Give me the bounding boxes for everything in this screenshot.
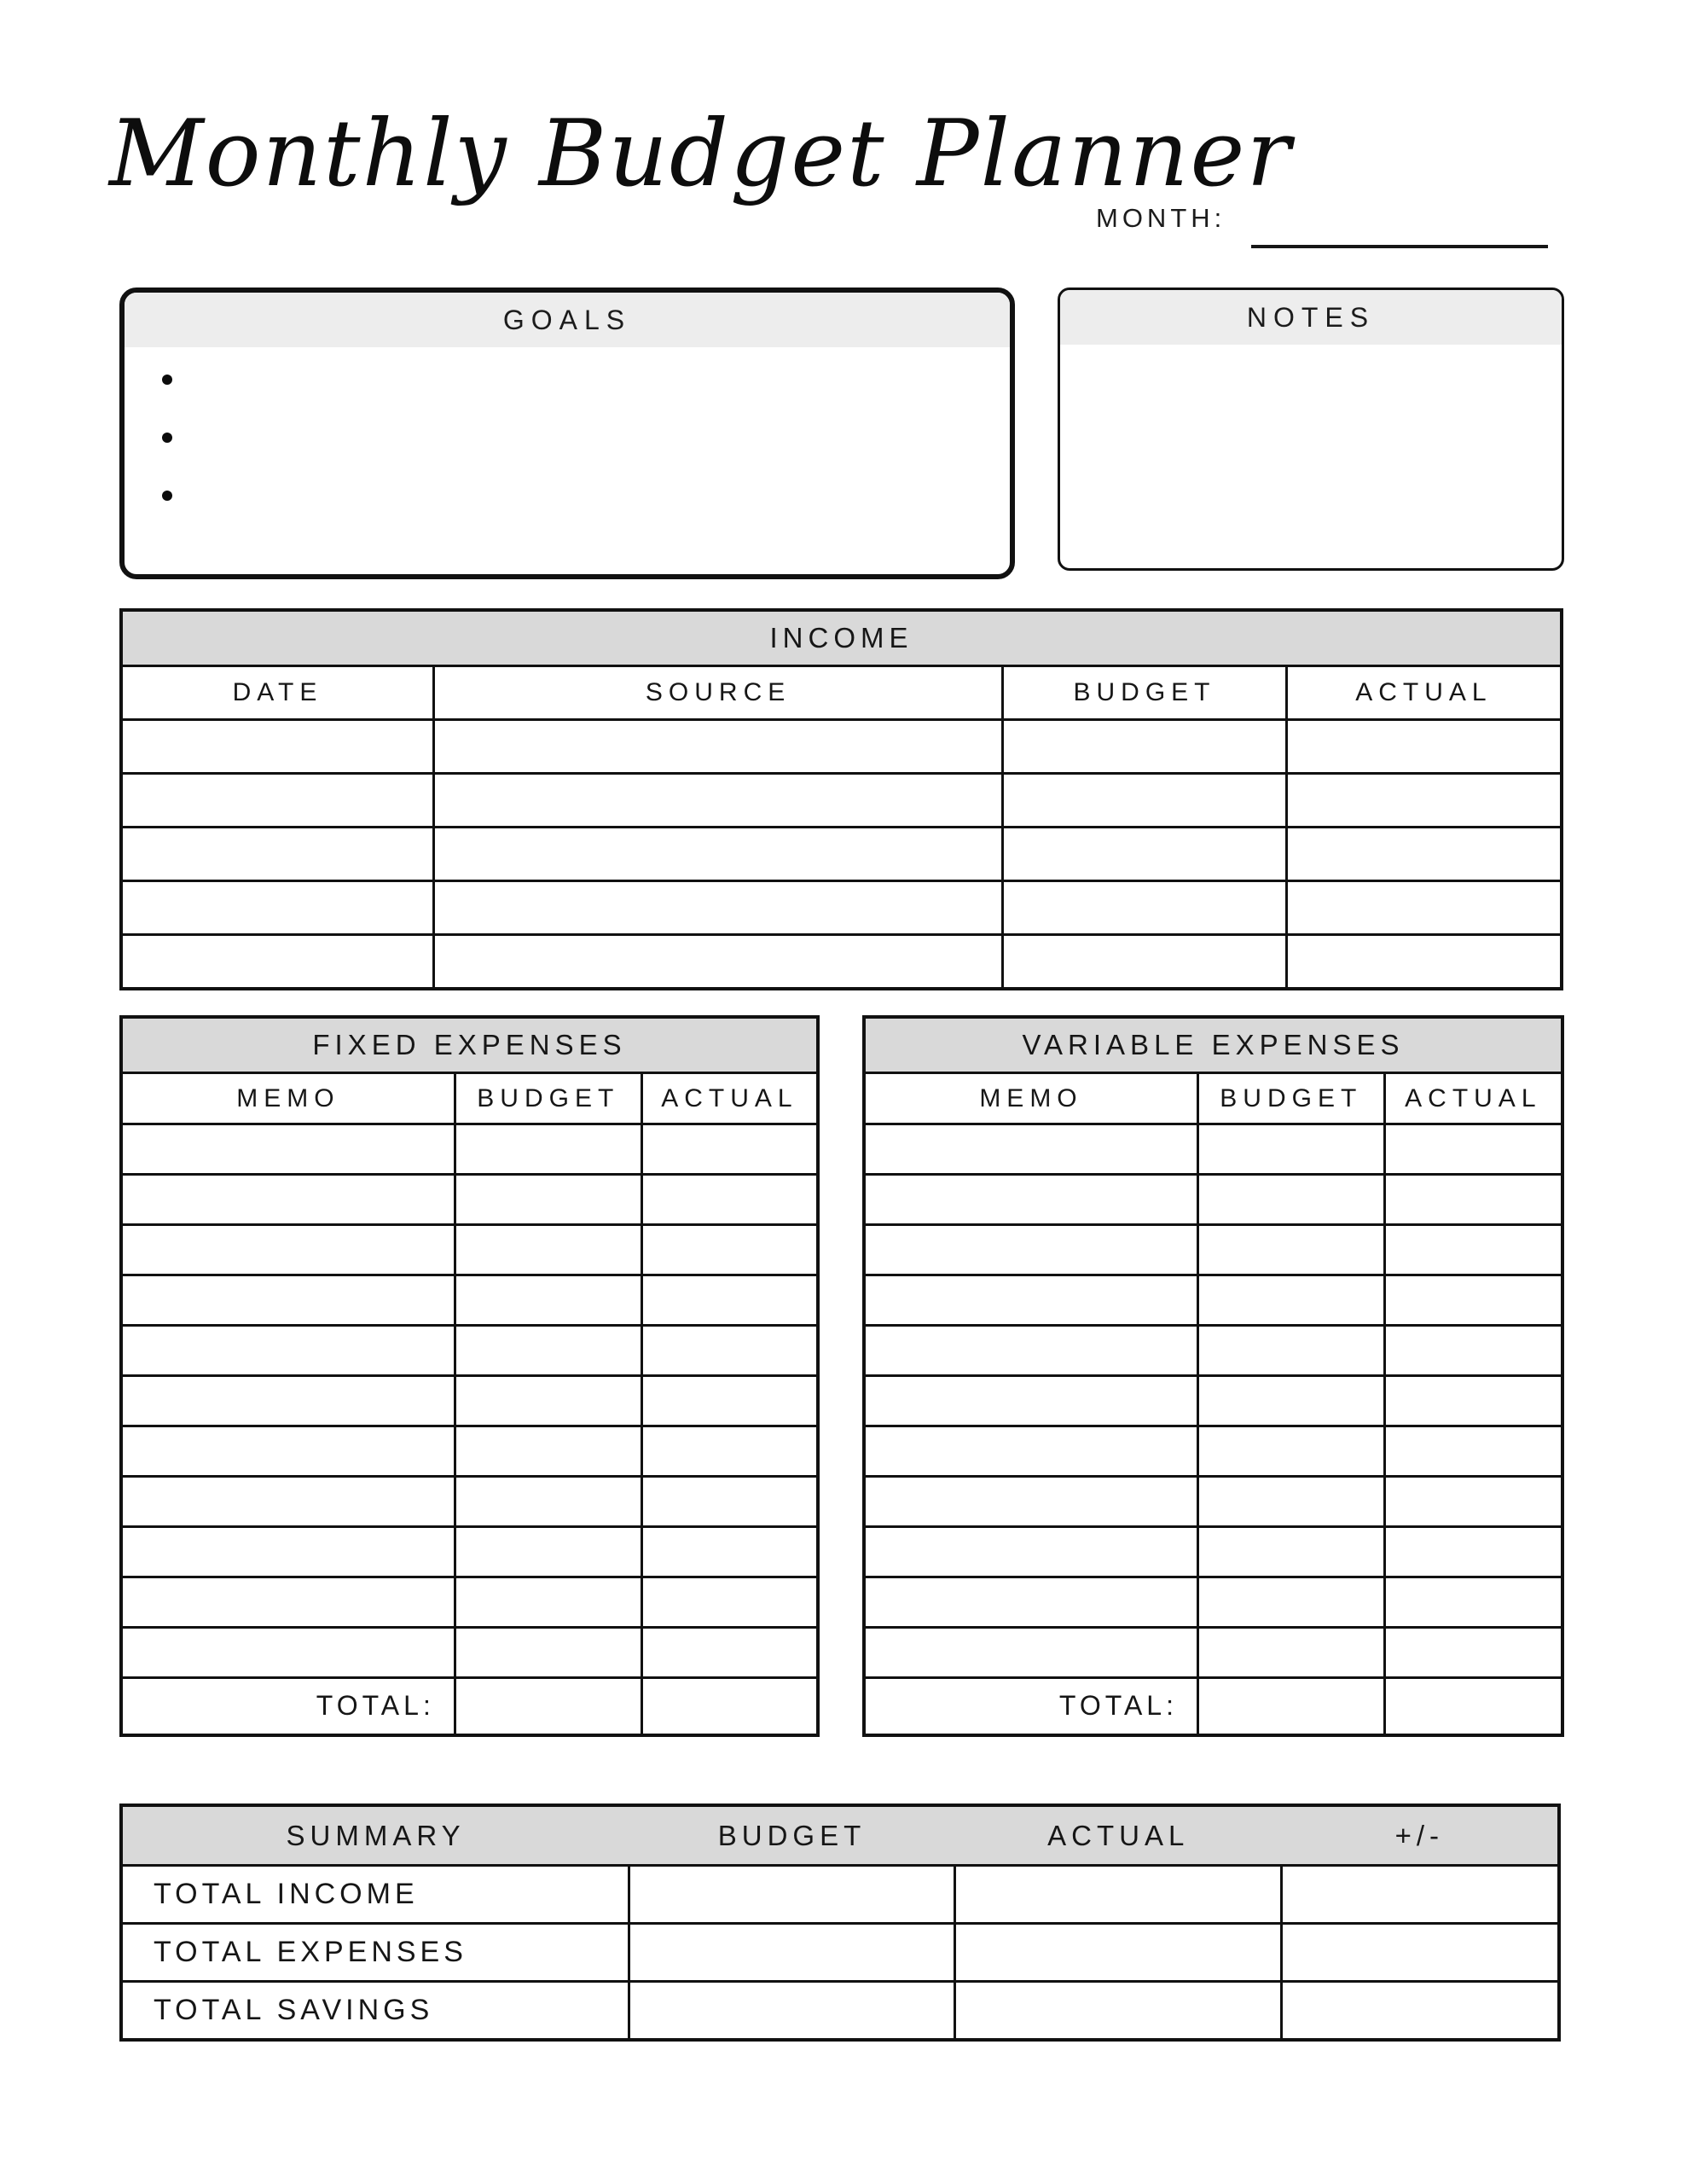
fixed-expenses-cell[interactable] xyxy=(455,1376,641,1426)
variable-expenses-cell[interactable] xyxy=(1197,1426,1384,1477)
variable-expenses-row xyxy=(864,1426,1562,1477)
variable-expenses-cell[interactable] xyxy=(1384,1326,1562,1376)
fixed-expenses-cell[interactable] xyxy=(121,1175,455,1225)
income-cell[interactable] xyxy=(1286,881,1562,935)
fixed-expenses-cell[interactable] xyxy=(641,1577,818,1628)
fixed-expenses-cell[interactable] xyxy=(641,1124,818,1175)
variable-expenses-row xyxy=(864,1577,1562,1628)
income-cell[interactable] xyxy=(1003,720,1287,774)
summary-cell[interactable] xyxy=(1282,1924,1559,1982)
fixed-expenses-row xyxy=(121,1527,818,1577)
fixed-expenses-row xyxy=(121,1477,818,1527)
variable-expenses-row xyxy=(864,1326,1562,1376)
income-row xyxy=(121,774,1562,828)
income-cell[interactable] xyxy=(121,720,434,774)
fixed-expenses-row xyxy=(121,1275,818,1326)
fixed-expenses-cell[interactable] xyxy=(121,1326,455,1376)
variable-expenses-cell[interactable] xyxy=(1197,1326,1384,1376)
fixed-expenses-cell[interactable] xyxy=(455,1124,641,1175)
goals-bullet-list xyxy=(162,375,172,549)
fixed-expenses-cell[interactable] xyxy=(455,1577,641,1628)
fixed-expenses-cell[interactable] xyxy=(641,1628,818,1678)
variable-expenses-row xyxy=(864,1124,1562,1175)
goal-bullet-icon xyxy=(162,491,172,501)
variable-expenses-cell[interactable] xyxy=(1384,1477,1562,1527)
goal-bullet-icon xyxy=(162,433,172,443)
variable-expenses-cell[interactable] xyxy=(1197,1628,1384,1678)
fixed-expenses-cell[interactable] xyxy=(455,1275,641,1326)
fixed-expenses-cell[interactable] xyxy=(455,1628,641,1678)
variable-col-budget: BUDGET xyxy=(1197,1073,1384,1124)
variable-expenses-cell[interactable] xyxy=(1384,1628,1562,1678)
summary-table xyxy=(119,1804,1561,2042)
summary-row-label: TOTAL EXPENSES xyxy=(121,1924,629,1982)
goals-header: GOALS xyxy=(125,293,1010,347)
summary-row xyxy=(121,1982,1559,2040)
summary-cell[interactable] xyxy=(629,1982,955,2040)
summary-cell[interactable] xyxy=(629,1866,955,1924)
income-cell[interactable] xyxy=(121,881,434,935)
fixed-expenses-cell[interactable] xyxy=(641,1225,818,1275)
income-row xyxy=(121,720,1562,774)
summary-row xyxy=(121,1866,1559,1924)
fixed-col-memo: MEMO xyxy=(121,1073,455,1124)
income-title: INCOME xyxy=(121,610,1562,666)
summary-col-summary: SUMMARY xyxy=(121,1805,629,1866)
month-input-line[interactable] xyxy=(1251,245,1548,248)
variable-expenses-row xyxy=(864,1275,1562,1326)
variable-expenses-cell[interactable] xyxy=(1384,1124,1562,1175)
fixed-expenses-cell[interactable] xyxy=(455,1225,641,1275)
variable-expenses-cell[interactable] xyxy=(864,1225,1197,1275)
fixed-expenses-title: FIXED EXPENSES xyxy=(121,1017,818,1073)
income-cell[interactable] xyxy=(434,935,1003,989)
income-cell[interactable] xyxy=(434,881,1003,935)
variable-col-memo: MEMO xyxy=(864,1073,1197,1124)
fixed-expenses-row xyxy=(121,1175,818,1225)
fixed-expenses-cell[interactable] xyxy=(641,1527,818,1577)
income-cell[interactable] xyxy=(1286,720,1562,774)
variable-expenses-cell[interactable] xyxy=(864,1527,1197,1577)
summary-cell[interactable] xyxy=(955,1924,1282,1982)
goals-panel[interactable] xyxy=(119,288,1015,579)
summary-row-label: TOTAL INCOME xyxy=(121,1866,629,1924)
fixed-expenses-cell[interactable] xyxy=(121,1275,455,1326)
variable-expenses-cell[interactable] xyxy=(1384,1275,1562,1326)
variable-expenses-cell[interactable] xyxy=(1384,1527,1562,1577)
fixed-col-budget: BUDGET xyxy=(455,1073,641,1124)
fixed-expenses-cell[interactable] xyxy=(641,1326,818,1376)
income-row xyxy=(121,881,1562,935)
summary-cell[interactable] xyxy=(955,1866,1282,1924)
income-cell[interactable] xyxy=(1003,881,1287,935)
variable-expenses-row xyxy=(864,1376,1562,1426)
summary-col-plusminus: +/- xyxy=(1282,1805,1559,1866)
summary-row xyxy=(121,1924,1559,1982)
variable-expenses-cell[interactable] xyxy=(864,1477,1197,1527)
summary-cell[interactable] xyxy=(1282,1982,1559,2040)
summary-cell[interactable] xyxy=(955,1982,1282,2040)
notes-panel[interactable] xyxy=(1058,288,1564,571)
variable-expenses-cell[interactable] xyxy=(1197,1124,1384,1175)
variable-expenses-cell[interactable] xyxy=(1197,1225,1384,1275)
variable-expenses-cell[interactable] xyxy=(1197,1175,1384,1225)
fixed-expenses-cell[interactable] xyxy=(455,1426,641,1477)
income-cell[interactable] xyxy=(1003,935,1287,989)
summary-cell[interactable] xyxy=(629,1924,955,1982)
fixed-expenses-row xyxy=(121,1577,818,1628)
variable-col-actual: ACTUAL xyxy=(1384,1073,1562,1124)
fixed-expenses-cell[interactable] xyxy=(121,1124,455,1175)
income-cell[interactable] xyxy=(434,828,1003,881)
variable-expenses-cell[interactable] xyxy=(864,1426,1197,1477)
fixed-total-actual-cell[interactable] xyxy=(641,1678,818,1735)
income-row xyxy=(121,828,1562,881)
variable-expenses-cell[interactable] xyxy=(864,1275,1197,1326)
variable-expenses-cell[interactable] xyxy=(1384,1426,1562,1477)
variable-expenses-cell[interactable] xyxy=(864,1577,1197,1628)
month-label: MONTH: xyxy=(1096,203,1226,233)
variable-expenses-cell[interactable] xyxy=(1384,1175,1562,1225)
variable-expenses-cell[interactable] xyxy=(864,1376,1197,1426)
summary-col-budget: BUDGET xyxy=(629,1805,955,1866)
income-cell[interactable] xyxy=(434,774,1003,828)
income-cell[interactable] xyxy=(1003,774,1287,828)
fixed-expenses-cell[interactable] xyxy=(455,1477,641,1527)
fixed-total-label: TOTAL: xyxy=(121,1678,455,1735)
fixed-expenses-cell[interactable] xyxy=(121,1577,455,1628)
fixed-expenses-cell[interactable] xyxy=(641,1477,818,1527)
fixed-expenses-row xyxy=(121,1426,818,1477)
fixed-expenses-cell[interactable] xyxy=(121,1628,455,1678)
fixed-expenses-cell[interactable] xyxy=(121,1527,455,1577)
variable-expenses-title: VARIABLE EXPENSES xyxy=(864,1017,1562,1073)
income-cell[interactable] xyxy=(1286,935,1562,989)
income-col-date: DATE xyxy=(121,666,434,720)
fixed-expenses-row xyxy=(121,1225,818,1275)
fixed-expenses-cell[interactable] xyxy=(641,1275,818,1326)
variable-expenses-row xyxy=(864,1225,1562,1275)
fixed-expenses-row xyxy=(121,1376,818,1426)
variable-expenses-cell[interactable] xyxy=(864,1628,1197,1678)
fixed-expenses-cell[interactable] xyxy=(641,1175,818,1225)
fixed-expenses-row xyxy=(121,1124,818,1175)
variable-expenses-row xyxy=(864,1628,1562,1678)
variable-expenses-cell[interactable] xyxy=(1384,1376,1562,1426)
variable-expenses-cell[interactable] xyxy=(864,1175,1197,1225)
variable-expenses-cell[interactable] xyxy=(1197,1577,1384,1628)
summary-col-actual: ACTUAL xyxy=(955,1805,1282,1866)
variable-expenses-cell[interactable] xyxy=(1384,1577,1562,1628)
variable-expenses-cell[interactable] xyxy=(864,1124,1197,1175)
variable-expenses-row xyxy=(864,1477,1562,1527)
summary-row-label: TOTAL SAVINGS xyxy=(121,1982,629,2040)
variable-expenses-table xyxy=(862,1015,1564,1737)
variable-expenses-cell[interactable] xyxy=(1197,1275,1384,1326)
page-title: Monthly Budget Planner xyxy=(109,101,1293,207)
fixed-expenses-cell[interactable] xyxy=(455,1326,641,1376)
fixed-expenses-cell[interactable] xyxy=(121,1376,455,1426)
month-field xyxy=(1096,203,1563,254)
fixed-expenses-table xyxy=(119,1015,820,1737)
variable-total-actual-cell[interactable] xyxy=(1384,1678,1562,1735)
income-col-source: SOURCE xyxy=(434,666,1003,720)
variable-expenses-cell[interactable] xyxy=(1384,1225,1562,1275)
income-cell[interactable] xyxy=(121,935,434,989)
fixed-total-budget-cell[interactable] xyxy=(455,1678,641,1735)
fixed-expenses-row xyxy=(121,1628,818,1678)
variable-total-label: TOTAL: xyxy=(864,1678,1197,1735)
variable-total-budget-cell[interactable] xyxy=(1197,1678,1384,1735)
fixed-expenses-cell[interactable] xyxy=(455,1175,641,1225)
income-cell[interactable] xyxy=(1286,828,1562,881)
fixed-expenses-cell[interactable] xyxy=(121,1225,455,1275)
income-cell[interactable] xyxy=(121,828,434,881)
variable-expenses-cell[interactable] xyxy=(1197,1477,1384,1527)
fixed-expenses-cell[interactable] xyxy=(121,1426,455,1477)
variable-expenses-row xyxy=(864,1527,1562,1577)
income-col-actual: ACTUAL xyxy=(1286,666,1562,720)
income-cell[interactable] xyxy=(121,774,434,828)
variable-expenses-row xyxy=(864,1175,1562,1225)
summary-cell[interactable] xyxy=(1282,1866,1559,1924)
fixed-expenses-cell[interactable] xyxy=(121,1477,455,1527)
variable-expenses-cell[interactable] xyxy=(1197,1376,1384,1426)
income-cell[interactable] xyxy=(1286,774,1562,828)
income-col-budget: BUDGET xyxy=(1003,666,1287,720)
income-table xyxy=(119,608,1563,990)
variable-expenses-cell[interactable] xyxy=(864,1326,1197,1376)
income-cell[interactable] xyxy=(1003,828,1287,881)
fixed-expenses-cell[interactable] xyxy=(455,1527,641,1577)
variable-expenses-cell[interactable] xyxy=(1197,1527,1384,1577)
fixed-expenses-cell[interactable] xyxy=(641,1426,818,1477)
goal-bullet-icon xyxy=(162,375,172,385)
notes-header: NOTES xyxy=(1060,290,1562,345)
income-cell[interactable] xyxy=(434,720,1003,774)
fixed-col-actual: ACTUAL xyxy=(641,1073,818,1124)
income-row xyxy=(121,935,1562,989)
fixed-expenses-cell[interactable] xyxy=(641,1376,818,1426)
fixed-expenses-row xyxy=(121,1326,818,1376)
